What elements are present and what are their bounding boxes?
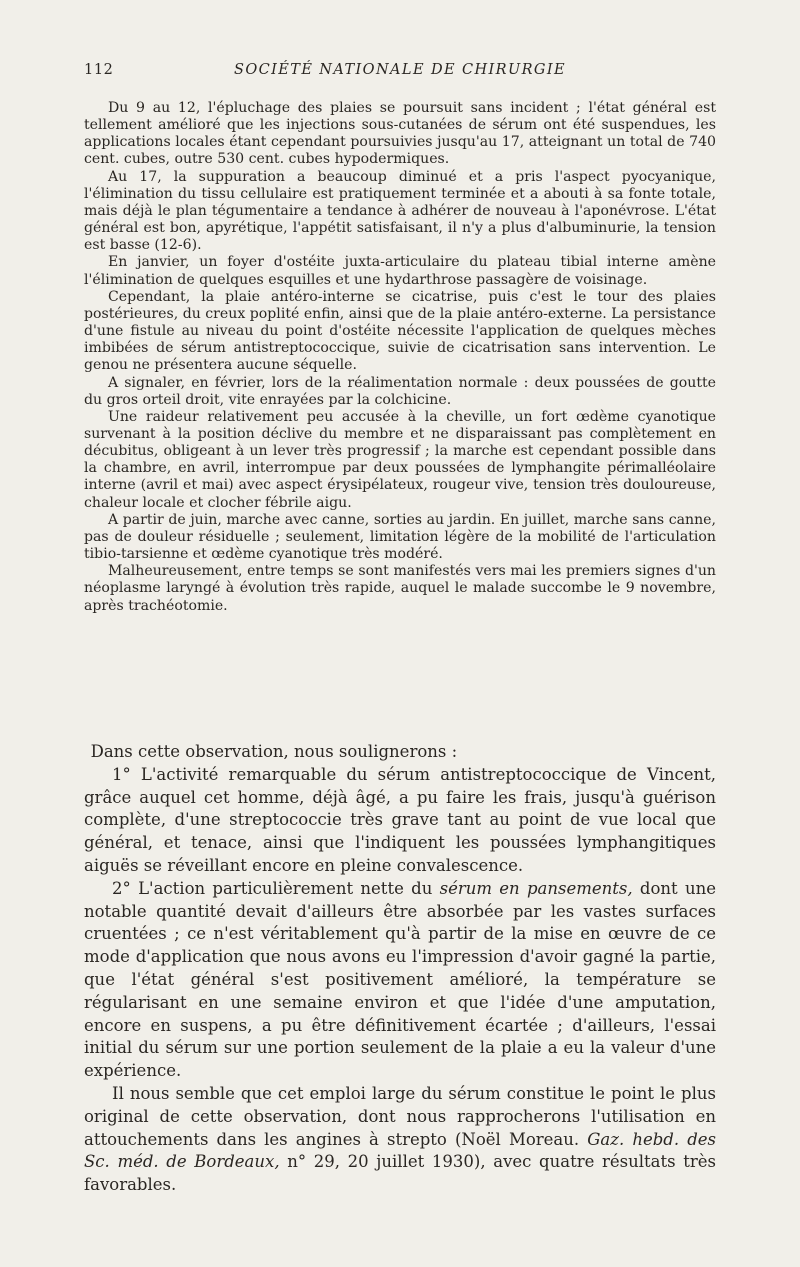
case-paragraph: Une raideur relativement peu accusée à la cheville, un fort œdème cyanotique survenant à la position déclive du membre et ne disparaissant pas complètement en décubitus, obligeant à un lever très progressif ; la marche est cependant possible dans la chambre, en avril, interrompue par deux poussées de lymphangite périmalléolaire interne (avril et mai) avec aspect érysipélateux, rougeur vive, tension très douloureuse, chaleur locale et clocher fébrile aigu.	[84, 408, 716, 511]
case-paragraph: En janvier, un foyer d'ostéite juxta-articulaire du plateau tibial interne amène l'élimination de quelques esquilles et une hydarthrose passagère de voisinage.	[84, 254, 716, 288]
point2-text-rest: dont une notable quantité devait d'ailleurs être absorbée par les vastes surfaces cruentées ; ce n'est véritablement qu'à partir de la mise en œuvre de ce mode d'application que nous avons eu l'impression d'avoir gagné la partie, que l'état général s'est positivement amélioré, la température se régularisant en une semaine environ et que l'idée d'une amputation, encore en suspens, a pu être définitivement écartée ; d'ailleurs, l'essai initial du sérum sur une portion seulement de la plaie a eu la valeur d'une expérience.	[84, 878, 716, 1081]
page-number: 112	[84, 62, 114, 78]
discussion-section	[84, 741, 716, 1197]
point2-emphasis: sérum en pansements,	[439, 878, 633, 898]
closing-text-rest: n° 29, 20 juillet 1930), avec quatre résultats très favorables.	[84, 1152, 716, 1195]
point2-text: 2° L'action particulièrement nette du	[112, 878, 440, 898]
discussion-point-1: 1° L'activité remarquable du sérum antistreptococcique de Vincent, grâce auquel cet homme, déjà âgé, a pu faire les frais, jusqu'à guérison complète, d'une streptococcie très grave tant au point de vue local que général, et tenace, ainsi que l'indiquent les poussées lymphangitiques aiguës se réveillant encore en pleine convalescence.	[84, 764, 716, 875]
case-paragraph: Du 9 au 12, l'épluchage des plaies se poursuit sans incident ; l'état général est tellement amélioré que les injections sous-cutanées de sérum ont été suspendues, les applications locales étant cependant poursuivies jusqu'au 17, atteignant un total de 740 cent. cubes, outre 530 cent. cubes hypodermiques.	[84, 100, 716, 168]
closing-text: Il nous semble que cet emploi large du sérum constitue le point le plus original de cette observation, dont nous rapprocherons l'utilisation en attouchements dans les angines à strepto (Noël Moreau.	[84, 1083, 716, 1149]
case-report-text	[84, 100, 716, 615]
case-paragraph: Au 17, la suppuration a beaucoup diminué et a pris l'aspect pyocyanique, l'élimination du tissu cellulaire est pratiquement terminée et a abouti à sa fonte totale, mais déjà le plan tégumentaire a tendance à adhérer de nouveau à l'aponévrose. L'état général est bon, apyrétique, l'appétit satisfaisant, il n'y a plus d'albuminurie, la tension est basse (12-6).	[84, 168, 716, 254]
running-head: SOCIÉTÉ NATIONALE DE CHIRURGIE	[234, 62, 566, 78]
discussion-closing	[84, 1083, 716, 1197]
page-header	[84, 62, 716, 84]
journal-citation: Gaz. hebd. des Sc. méd. de Bordeaux,	[84, 1129, 716, 1172]
discussion-point-2	[84, 878, 716, 1083]
discussion-intro: Dans cette observation, nous soulignerons :	[90, 742, 458, 761]
case-paragraph: Cependant, la plaie antéro-interne se cicatrise, puis c'est le tour des plaies postérieures, du creux poplité enfin, ainsi que de la plaie antéro-externe. La persistance d'une fistule au niveau du point d'ostéite nécessite l'application de quelques mèches imbibées de sérum antistreptococcique, suivie de cicatrisation sans intervention. Le genou ne présentera aucune séquelle.	[84, 288, 716, 374]
case-paragraph: A signaler, en février, lors de la réalimentation normale : deux poussées de goutte du gros orteil droit, vite enrayées par la colchicine.	[84, 374, 716, 408]
case-paragraph: A partir de juin, marche avec canne, sorties au jardin. En juillet, marche sans canne, pas de douleur résiduelle ; seulement, limitation légère de la mobilité de l'articulation tibio-tarsienne et œdème cyanotique très modéré.	[84, 511, 716, 563]
case-paragraph: Malheureusement, entre temps se sont manifestés vers mai les premiers signes d'un néoplasme laryngé à évolution très rapide, auquel le malade succombe le 9 novembre, après trachéotomie.	[84, 563, 716, 614]
